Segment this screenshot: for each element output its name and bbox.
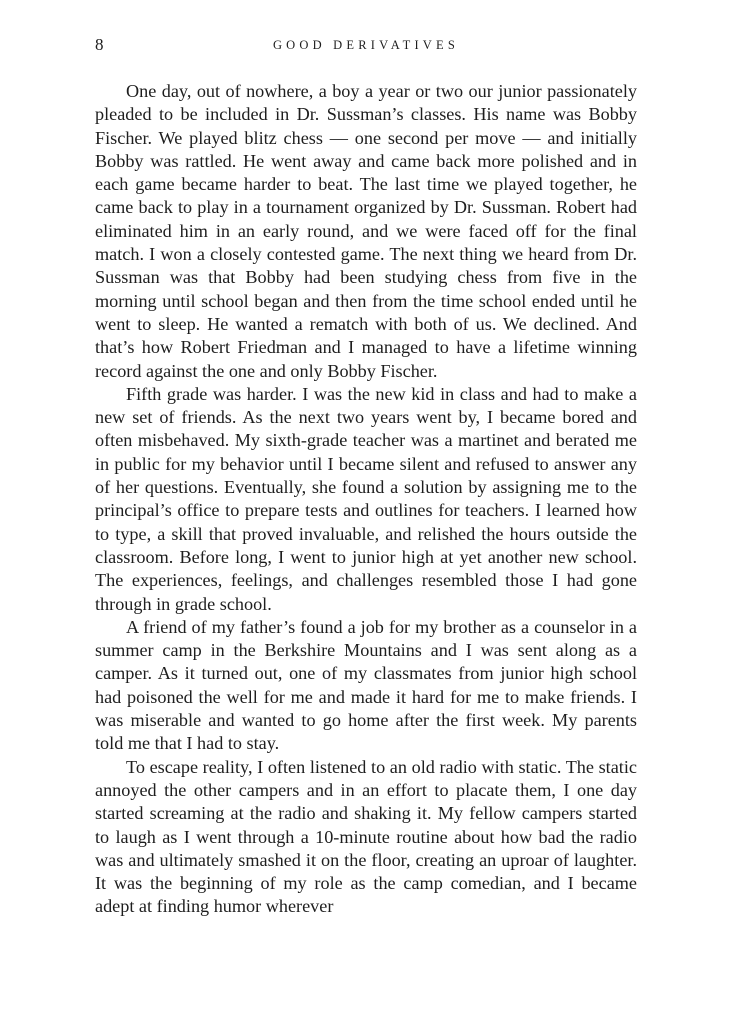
paragraph-summer-camp: A friend of my father’s found a job for my brother as a counselor in a summer camp in the Berkshire Mountains and I was sent along as a camper. As it turned out, one of my classmates from junior high school had poisoned the well for me and made it hard for me to make friends. I was miserable and wanted to go home after the first week. My parents told me that I had to stay. (95, 616, 637, 754)
paragraph-old-radio: To escape reality, I often listened to an old radio with static. The static annoyed the other campers and in an effort to placate them, I one day started screaming at the radio and shaking it. My fellow campers started to laugh as I went through a 10-minute routine about how bad the radio was and ultimately smashed it on the floor, creating an uproar of laughter. It was the beginning of my role as the camp comedian, and I became adept at finding humor wherever (95, 756, 637, 917)
paragraph-bobby-fischer: One day, out of nowhere, a boy a year or two our junior passionately pleaded to be included in Dr. Sussman’s classes. His name was Bobby Fischer. We played blitz chess — one second per move — and initially Bobby was rattled. He went away and came back more polished and in each game became harder to beat. The last time we played together, he came back to play in a tournament organized by Dr. Sussman. Robert had eliminated him in an early round, and we were faced off for the final match. I won a closely contested game. The next thing we heard from Dr. Sussman was that Bobby had been studying chess from five in the morning until school began and then from the time school ended until he went to sleep. He wanted a rematch with both of us. We declined. And that’s how Robert Friedman and I managed to have a lifetime winning record against the one and only Bobby Fischer. (95, 81, 637, 381)
paragraph-fifth-grade: Fifth grade was harder. I was the new kid in class and had to make a new set of friends. As the next two years went by, I became bored and often misbehaved. My sixth-grade teacher was a martinet and berated me in public for my behavior until I became silent and refused to answer any of her questions. Eventually, she found a solution by assigning me to the principal’s office to prepare tests and outlines for teachers. I learned how to type, a skill that proved invaluable, and relished the hours outside the classroom. Before long, I went to junior high at yet another new school. The experiences, feelings, and challenges resembled those I had gone through in grade school. (95, 383, 637, 614)
running-head (95, 34, 637, 56)
book-title: GOOD DERIVATIVES (272, 38, 460, 52)
body-text (95, 80, 637, 919)
page-number: 8 (95, 35, 104, 54)
